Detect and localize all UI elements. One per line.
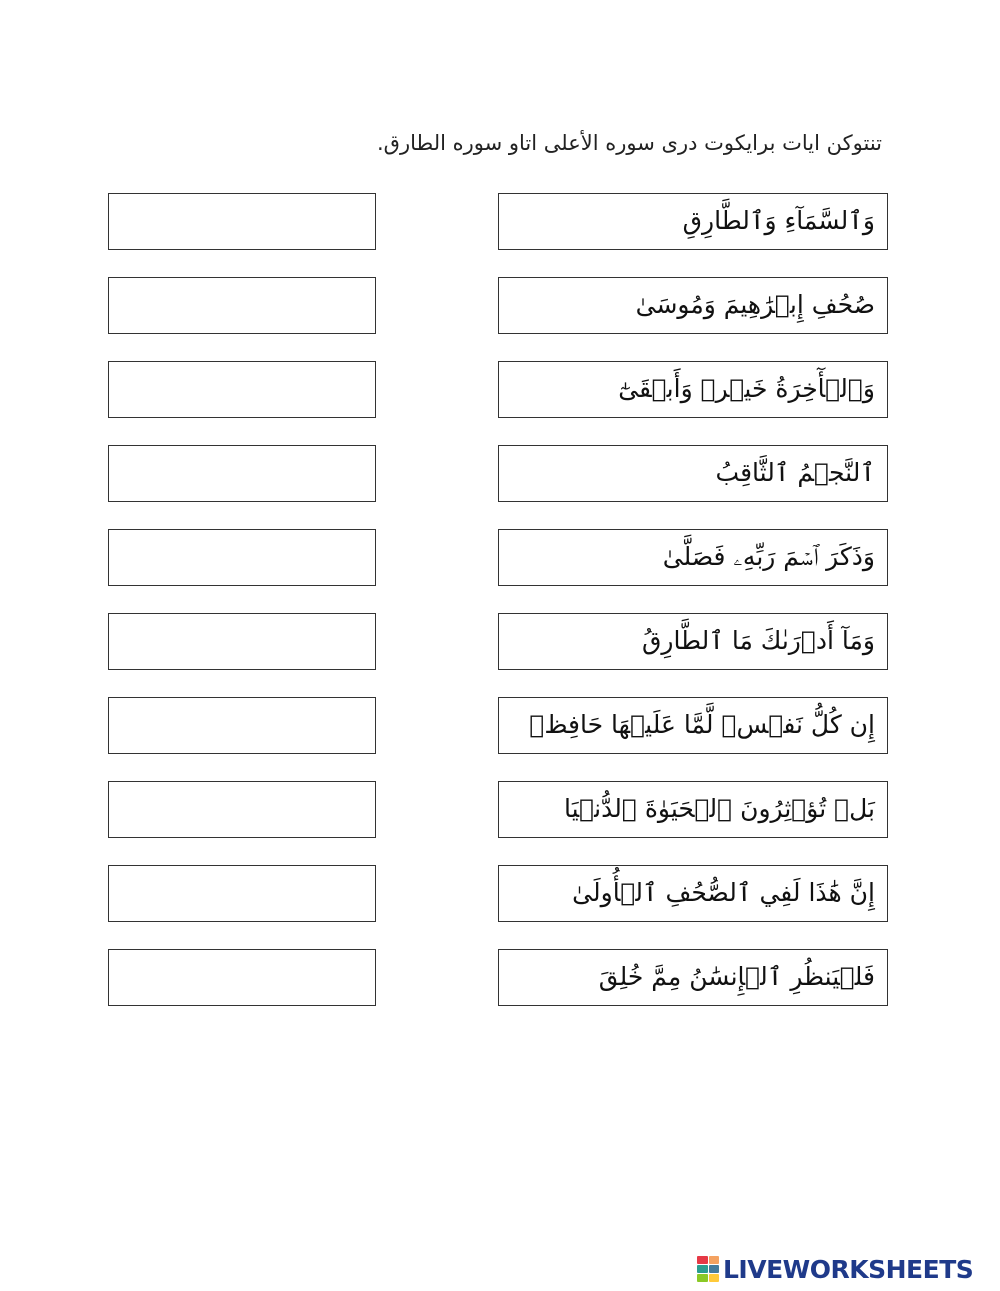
answer-box[interactable] [108,865,376,922]
answer-box[interactable] [108,193,376,250]
match-row [0,949,1000,1033]
match-row [0,781,1000,865]
instruction-text: تنتوكن ايات برايكوت درى سوره الأعلى اتاو سوره الطارق. [376,131,882,155]
answer-box[interactable] [108,445,376,502]
logo-icon-tile [709,1265,720,1273]
matching-rows [0,193,1000,1033]
verse-text: وَذَكَرَ ٱسۡمَ رَبِّهِۦ فَصَلَّىٰ [662,542,875,572]
verse-text: وَمَآ أَدۡرَىٰكَ مَا ٱلطَّارِقُ [642,626,875,656]
verse-box [498,445,888,502]
answer-box[interactable] [108,781,376,838]
logo-icon-tile [709,1274,720,1282]
verse-box [498,781,888,838]
verse-box [498,949,888,1006]
answer-box[interactable] [108,613,376,670]
match-row [0,277,1000,361]
verse-box [498,277,888,334]
answer-box[interactable] [108,529,376,586]
match-row [0,361,1000,445]
verse-box [498,697,888,754]
verse-text: فَلۡيَنظُرِ ٱلۡإِنسَٰنُ مِمَّ خُلِقَ [598,962,875,992]
verse-text: صُحُفِ إِبۡرَٰهِيمَ وَمُوسَىٰ [635,290,875,320]
verse-text: إِنَّ هَٰذَا لَفِي ٱلصُّحُفِ ٱلۡأُولَىٰ [572,878,875,908]
verse-box [498,865,888,922]
logo-icon-tile [697,1274,708,1282]
match-row [0,865,1000,949]
verse-text: وَٱلسَّمَآءِ وَٱلطَّارِقِ [682,206,875,236]
verse-box [498,361,888,418]
answer-box[interactable] [108,277,376,334]
match-row [0,697,1000,781]
verse-box [498,613,888,670]
verse-text: وَٱلۡأٓخِرَةُ خَيۡرٞ وَأَبۡقَىٰٓ [618,374,875,404]
logo-text: LIVEWORKSHEETS [723,1254,974,1284]
answer-box[interactable] [108,949,376,1006]
verse-box [498,529,888,586]
match-row [0,529,1000,613]
verse-text: ٱلنَّجۡمُ ٱلثَّاقِبُ [715,458,875,488]
verse-box [498,193,888,250]
logo-icon-tile [709,1256,720,1264]
verse-text: إِن كُلُّ نَفۡسٖ لَّمَّا عَلَيۡهَا حَافِظٞ [529,710,875,740]
answer-box[interactable] [108,697,376,754]
logo-icon-tile [697,1256,708,1264]
match-row [0,613,1000,697]
logo-icon-tile [697,1265,708,1273]
answer-box[interactable] [108,361,376,418]
match-row [0,445,1000,529]
match-row [0,193,1000,277]
liveworksheets-logo-icon [697,1256,719,1282]
verse-text: بَلۡ تُؤۡثِرُونَ ٱلۡحَيَوٰةَ ٱلدُّنۡيَا [564,794,875,824]
liveworksheets-logo [697,1254,973,1284]
